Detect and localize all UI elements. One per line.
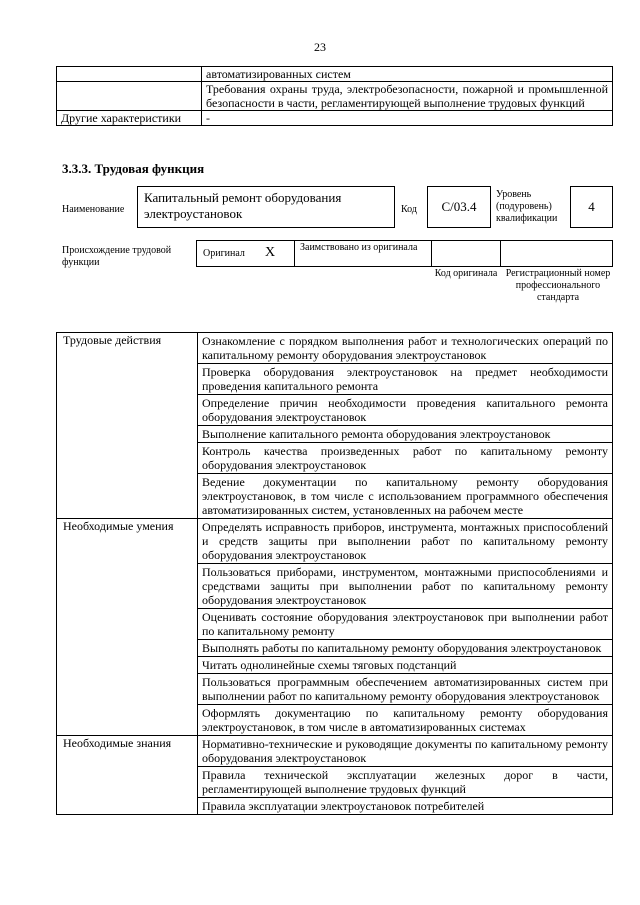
level-label: Уровень (подуровень) квалификации [496,189,558,224]
table-row [57,736,613,767]
group-item: Оформлять документацию по капитальному ремонту оборудования электроустановок, в том числе в автоматизированных системах [198,705,613,736]
group-item: Выполнять работы по капитальному ремонту оборудования электроустановок [198,640,613,657]
group-label: Трудовые действия [57,333,198,519]
group-item: Пользоваться приборами, инструментом, монтажными приспособлениями и средствами защиты при выполнении работ по капитальному ремонту оборудования электроустановок [198,564,613,609]
table-row [57,519,613,564]
page-number: 23 [314,40,326,54]
original-code-caption: Код оригинала [434,268,498,279]
level-box [570,186,613,228]
row-text: Требования охраны труда, электробезопасности, пожарной и промышленной безопасности в части, регламентирующей выполнение трудовых функций [202,82,613,111]
origin-label: Происхождение трудовой функции [62,245,172,268]
borrowed-label: Заимствовано из оригинала [300,242,418,253]
table-row [57,67,613,82]
top-continuation-table [56,66,613,126]
group-item: Выполнение капитального ремонта оборудования электроустановок [198,426,613,443]
group-item: Правила технической эксплуатации железных дорог в части, регламентирующей выполнение трудовых функций [198,767,613,798]
code-box [427,186,491,228]
section-title: 3.3.3. Трудовая функция [62,161,205,176]
group-item: Определять исправность приборов, инструмента, монтажных приспособлений и средств защиты при выполнении работ по капитальному ремонту оборудования электроустановок [198,519,613,564]
group-item: Контроль качества произведенных работ по капитальному ремонту оборудования электроустановок [198,443,613,474]
reg-number-caption: Регистрационный номер профессионального стандарта [505,268,611,303]
original-box [196,240,295,267]
borrowed-box [294,240,432,267]
row-label [57,82,202,111]
table-row [57,111,613,126]
original-mark: X [265,245,276,260]
function-name-box [137,186,395,228]
group-item: Пользоваться программным обеспечением автоматизированных систем при выполнении работ по капитальному ремонту оборудования электроустановок [198,674,613,705]
code-value: С/03.4 [441,199,477,214]
table-row [57,333,613,364]
table-row [57,82,613,111]
name-label: Наименование [62,204,125,215]
level-value: 4 [588,199,595,214]
group-label: Необходимые знания [57,736,198,815]
group-item: Оценивать состояние оборудования электроустановок при выполнении работ по капитальному ремонту [198,609,613,640]
row-text: автоматизированных систем [202,67,613,82]
function-details-table [56,332,613,815]
row-label: Другие характеристики [57,111,202,126]
group-item: Читать однолинейные схемы тяговых подстанций [198,657,613,674]
row-label [57,67,202,82]
group-item: Ознакомление с порядком выполнения работ и технологических операций по капитальному ремонту оборудования электроустановок [198,333,613,364]
group-item: Проверка оборудования электроустановок на предмет необходимости проведения капитального ремонта [198,364,613,395]
group-item: Правила эксплуатации электроустановок потребителей [198,798,613,815]
function-name: Капитальный ремонт оборудования электроустановок [144,190,342,221]
group-item: Нормативно-технические и руководящие документы по капитальному ремонту оборудования электроустановок [198,736,613,767]
original-code-box [431,240,501,267]
original-label: Оригинал [203,248,245,259]
group-label: Необходимые умения [57,519,198,736]
group-item: Ведение документации по капитальному ремонту оборудования электроустановок, в том числе с использованием программного обеспечения автоматизированных систем, установленных на рабочем месте [198,474,613,519]
code-label: Код [401,204,417,215]
row-text: - [202,111,613,126]
reg-number-box [500,240,613,267]
group-item: Определение причин необходимости проведения капитального ремонта оборудования электроустановок [198,395,613,426]
